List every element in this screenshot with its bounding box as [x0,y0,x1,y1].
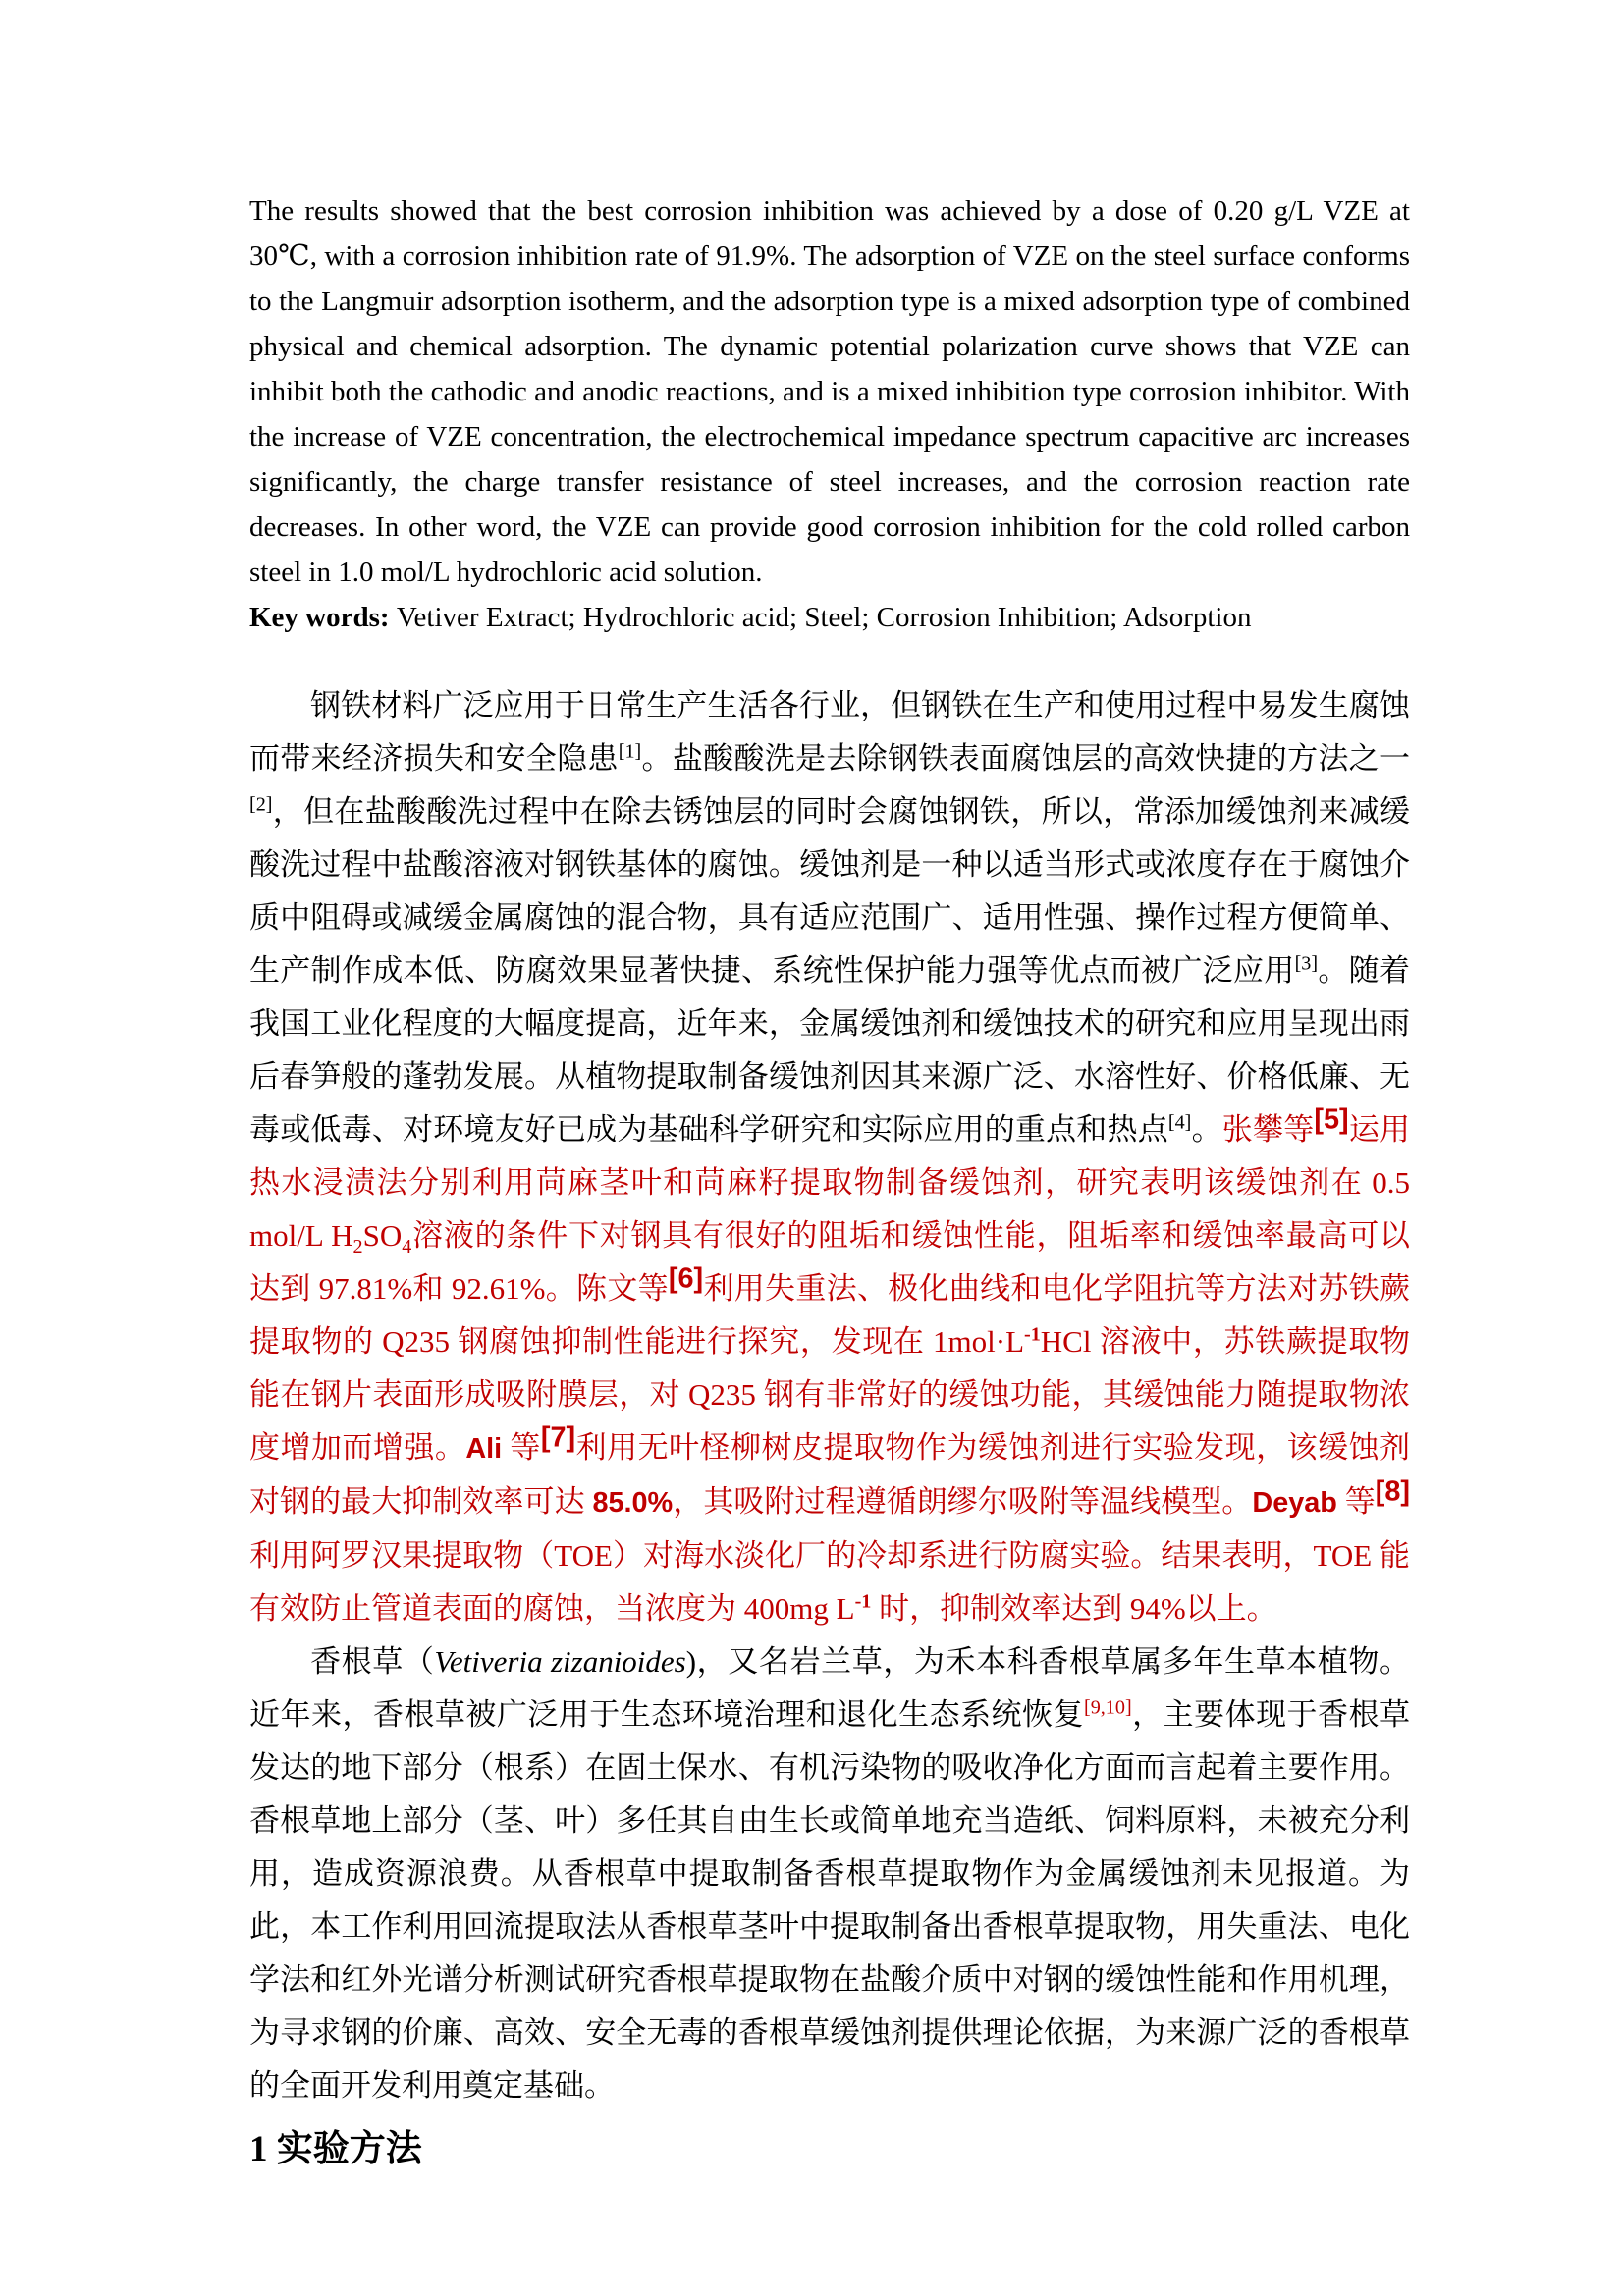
text-run: 85.0% [592,1487,674,1519]
text-run: 。盐酸酸洗是去除钢铁表面腐蚀层的高效快捷的方法之一 [641,741,1410,775]
text-run: 。 [1191,1112,1222,1147]
text-run: 香根草（ [310,1644,435,1679]
keywords-value: Vetiver Extract; Hydrochloric acid; Steel; Corrosion Inhibition; Adsorption [396,602,1252,633]
text-run: 。随着我国工业化程度的大幅度提高，近年来，金属缓蚀剂和缓蚀技术的研究和应用呈现出雨后春笋般的蓬勃发展。从植物提取制备缓蚀剂因其来源广泛、水溶性好、价格低廉、无毒或低毒、对环境友好已成为基础科学研究和实际应用的重点和热点 [249,953,1410,1147]
text-run: 利用无叶柽柳树皮提取物作为缓蚀剂进行实验发现，该缓蚀剂对钢的最大抑制效率可达 [249,1430,1411,1519]
blank-line-spacer [249,640,1410,679]
text-run: 张攀等 [1221,1112,1315,1147]
latin-species-name: Vetiveria zizanioides [434,1644,686,1679]
citation-8: [8] [1375,1475,1411,1508]
text-run: -1 [1024,1323,1041,1346]
text-run: 运用热水浸渍法分别利用苘麻茎叶和苘麻籽提取物制备缓蚀剂，研究表明该缓蚀剂在 0.5 mol/L H [249,1112,1411,1253]
intro-paragraph-1 [249,679,1410,1635]
text-run: ，主要体现于香根草发达的地下部分（根系）在固土保水、有机污染物的吸收净化方面而言起着主要作用。香根草地上部分（茎、叶）多任其自由生长或简单地充当造纸、饲料原料，未被充分利用，造成资源浪费。从香根草中提取制备香根草提取物作为金属缓蚀剂未见报道。为此，本工作利用回流提取法从香根草茎叶中提取制备出香根草提取物，用失重法、电化学法和红外光谱分析测试研究香根草提取物在盐酸介质中对钢的缓蚀性能和作用机理，为寻求钢的价廉、高效、安全无毒的香根草缓蚀剂提供理论依据，为来源广泛的香根草的全面开发利用奠定基础。 [249,1697,1411,2103]
text-run: ，其吸附过程遵循朗缪尔吸附等温线模型。 [673,1484,1253,1519]
citation-1: [1] [618,740,642,763]
keywords-line [249,595,1410,640]
citation-4: [4] [1167,1111,1192,1134]
text-run: 4 [402,1236,412,1258]
intro-paragraph-2 [249,1635,1410,2112]
text-run: 钢铁材料广泛应用于日常生产生活各行业，但钢铁在生产和使用过程中易发生腐蚀而带来经济损失和安全隐患 [249,688,1410,775]
citation-5: [5] [1314,1103,1349,1136]
citation-3: [3] [1294,952,1319,975]
text-run: HCl 溶液中，苏铁蕨提取物能在钢片表面形成吸附膜层，对 Q235 钢有非常好的缓蚀功能，其缓蚀能力随提取物浓度增加而增强。 [249,1324,1410,1465]
text-run: 2 [352,1236,363,1258]
text-run: 等 [502,1430,541,1465]
citation-7: [7] [540,1421,576,1454]
document-body [249,188,1410,2173]
text-run: The results showed that the best corrosion inhibition was achieved by a dose of 0.20 g/L VZE at 30℃, with a corrosion inhibition rate of 91.9%. The adsorption of VZE on the steel surface conforms to the Langmuir adsorption isotherm, and the adsorption type is a mixed adsorption type of combined physical and chemical adsorption. The dynamic potential polarization curve shows that VZE can inhibit both the cathodic and anodic reactions, and is a mixed inhibition type corrosion inhibitor. With the increase of VZE concentration, the electrochemical impedance spectrum capacitive arc increases significantly, the charge transfer resistance of steel increases, and the corrosion reaction rate decreases. In other word, the VZE can provide good corrosion inhibition for the cold rolled carbon steel in 1.0 mol/L hydrochloric acid solution. [249,195,1410,588]
text-run: -1 [854,1590,872,1613]
text-run: Ali [465,1433,503,1465]
text-run: SO [362,1218,403,1253]
citation-6: [6] [668,1262,704,1295]
text-run: 等 [1336,1484,1376,1519]
text-run: Deyab [1252,1487,1337,1519]
citation-2: [2] [249,793,273,816]
text-run: 利用失重法、极化曲线和电化学阻抗等方法对苏铁蕨提取物的 Q235 钢腐蚀抑制性能进行探究，发现在 1mol·L [249,1271,1410,1359]
text-run: ，但在盐酸酸洗过程中在除去锈蚀层的同时会腐蚀钢铁，所以，常添加缓蚀剂来减缓酸洗过程中盐酸溶液对钢铁基体的腐蚀。缓蚀剂是一种以适当形式或浓度存在于腐蚀介质中阻碍或减缓金属腐蚀的混合物，具有适应范围广、适用性强、操作过程方便简单、生产制作成本低、防腐效果显著快捷、系统性保护能力强等优点而被广泛应用 [249,794,1410,988]
text-run: 时，抑制效率达到 94%以上。 [871,1591,1277,1626]
abstract-english-paragraph [249,188,1410,595]
text-run: )，又名岩兰草，为禾本科香根草属多年生草本植物。近年来，香根草被广泛用于生态环境治理和退化生态系统恢复 [249,1644,1410,1732]
section-heading-text: 1 实验方法 [249,2129,422,2169]
keywords-label: Key words: [249,602,397,633]
text-run: 利用阿罗汉果提取物（TOE）对海水淡化厂的冷却系进行防腐实验。结果表明，TOE 能有效防止管道表面的腐蚀，当浓度为 400mg L [249,1538,1410,1626]
citation-9-10: [9,10] [1084,1696,1132,1719]
section-heading-1 [249,2126,1410,2173]
text-run: 溶液的条件下对钢具有很好的阻垢和缓蚀性能，阻垢率和缓蚀率最高可以达到 97.81%和 92.61%。陈文等 [249,1218,1411,1306]
